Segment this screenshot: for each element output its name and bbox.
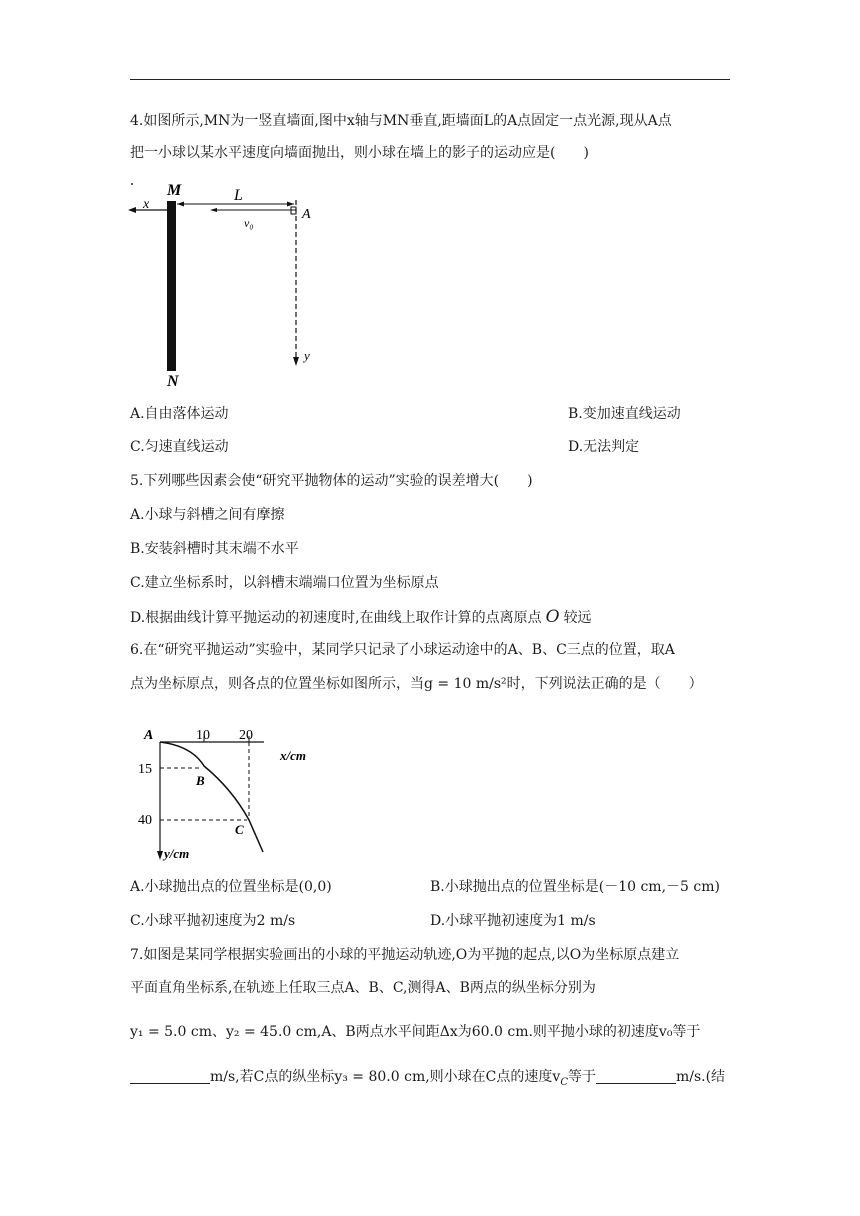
q6-option-d: D.小球平抛初速度为1 m/s [430,913,596,929]
q7-answer-blank-vc[interactable] [596,1069,676,1084]
q4-figure-wall-lightsource [124,178,324,390]
q6-stem-line1: 6.在“研究平抛运动”实验中，某同学只记录了小球运动途中的A、B、C三点的位置，取A [130,642,675,658]
q5-option-b: B.安装斜槽时其末端不水平 [130,541,299,557]
q7-line4-text-b: 等于 [567,1069,596,1085]
q6-fig-tick-x10: 10 [196,728,210,743]
q4-option-a: A.自由落体运动 [130,406,229,422]
q6-fig-label-a: A [144,728,154,743]
q4-stem-line2: 把一小球以某水平速度向墙面抛出，则小球在墙上的影子的运动应是( ) [130,145,589,161]
q6-fig-tick-x20: 20 [239,728,253,743]
q4-fig-label-m: M [167,182,182,199]
q5-option-d-tail: 较远 [563,610,592,626]
q6-fig-label-c: C [235,822,244,837]
q4-fig-dot [131,183,133,185]
q5-option-d-origin: O [545,607,560,627]
q7-stem-line2: 平面直角坐标系,在轨迹上任取三点A、B、C,测得A、B两点的纵坐标分别为 [130,980,596,996]
q4-fig-wall [167,201,176,371]
q7-line4-text-a: m/s,若C点的纵坐标y₃ = 80.0 cm,则小球在C点的速度v [210,1069,561,1085]
q4-fig-label-v0: v₀ [244,216,254,230]
q4-option-d: D.无法判定 [568,439,640,455]
q6-option-a: A.小球抛出点的位置坐标是(0,0) [130,879,332,895]
q7-stem-line3: y₁ = 5.0 cm、y₂ = 45.0 cm,A、B两点水平间距Δx为60.0 cm.则平抛小球的初速度v₀等于 [130,1024,701,1040]
q6-fig-xlabel: x/cm [280,748,306,763]
q6-figure-trajectory [132,724,332,864]
q6-stem-line2: 点为坐标原点，则各点的位置坐标如图所示，当g = 10 m/s²时，下列说法正确的是（ ） [130,676,703,692]
q6-fig-label-b: B [196,773,205,788]
q4-option-c: C.匀速直线运动 [130,439,229,455]
q4-fig-label-n: N [167,373,179,390]
q7-answer-blank-v0[interactable] [130,1069,210,1084]
q6-option-c: C.小球平抛初速度为2 m/s [130,913,296,929]
q6-fig-tick-y15: 15 [138,762,152,777]
q4-stem-line1: 4.如图所示,MN为一竖直墙面,图中x轴与MN垂直,距墙面L的A点固定一点光源,现从A点 [130,113,672,129]
q7-stem-line1: 7.如图是某同学根据实验画出的小球的平抛运动轨迹,O为平抛的起点,以O为坐标原点建立 [130,947,680,963]
q6-option-b: B.小球抛出点的位置坐标是(－10 cm,－5 cm) [430,879,720,895]
q4-fig-label-x: x [143,197,150,212]
q5-option-d [130,607,592,628]
q7-line4-text-c: m/s.(结 [675,1069,726,1085]
q4-option-b: B.变加速直线运动 [568,406,681,422]
q6-fig-tick-y40: 40 [138,813,152,828]
q7-stem-line4 [130,1067,725,1093]
q6-fig-ylabel: y/cm [164,846,190,861]
q5-option-c: C.建立坐标系时，以斜槽末端端口位置为坐标原点 [130,575,439,591]
q4-fig-label-l: L [234,187,243,204]
q5-stem: 5.下列哪些因素会使“研究平抛物体的运动”实验的误差增大( ) [130,473,533,489]
q4-fig-label-a: A [302,207,311,222]
q4-fig-label-y: y [304,348,310,363]
q5-option-d-text: D.根据曲线计算平抛运动的初速度时,在曲线上取作计算的点离原点 [130,610,542,626]
header-rule [130,79,730,80]
q5-option-a: A.小球与斜槽之间有摩擦 [130,507,285,523]
q7-line4-subscript: C [560,1076,568,1088]
